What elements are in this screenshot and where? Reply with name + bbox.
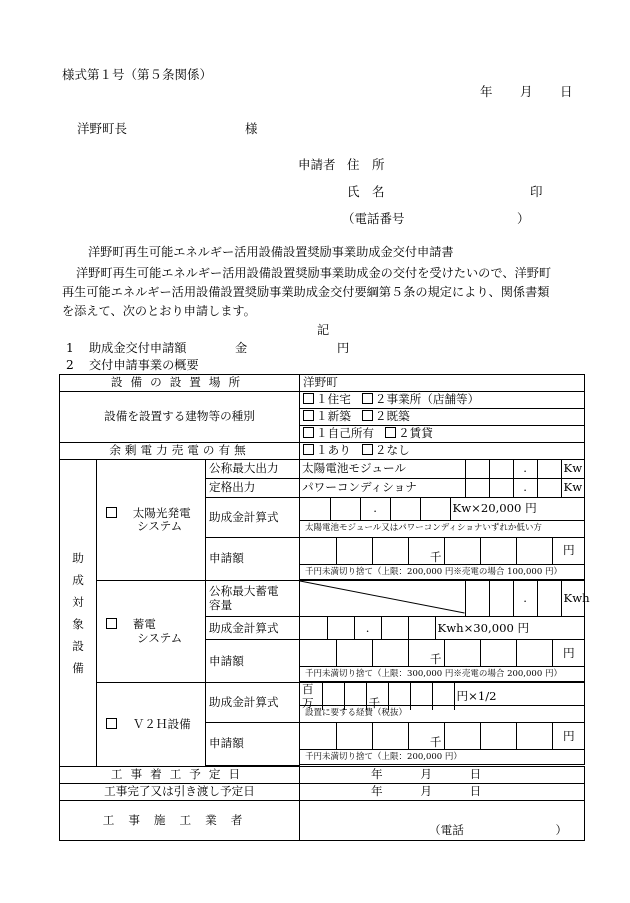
solar-rate: Kw×20,000 円: [450, 498, 585, 520]
solar-apply-digit[interactable]: [444, 538, 480, 564]
checkbox-existing[interactable]: [362, 410, 373, 421]
storage-apply-digit[interactable]: [480, 640, 516, 666]
name-label: 氏 名: [347, 184, 385, 199]
subsidy-target-label: 助成対象設備: [60, 460, 97, 767]
solar-module-label: 太陽電池モジュール: [302, 461, 406, 476]
solar-module-digit[interactable]: [489, 460, 513, 478]
v2h-calc-label: 助成金計算式: [206, 683, 300, 723]
contractor-value[interactable]: （電話 ）: [300, 800, 585, 840]
solar-apply-digit[interactable]: [372, 538, 408, 564]
solar-module-dot: .: [513, 460, 537, 478]
storage-calc-digit[interactable]: [300, 617, 327, 639]
storage-cap-dot: .: [513, 581, 537, 616]
solar-pcs-digit[interactable]: [537, 479, 561, 497]
location-value[interactable]: 洋野町: [300, 375, 585, 392]
storage-apply-digit[interactable]: [444, 640, 480, 666]
storage-apply-digit[interactable]: [300, 640, 336, 666]
solar-calc-digit[interactable]: [300, 498, 330, 520]
location-label: 設備の設置場所: [60, 375, 300, 392]
checkbox-storage[interactable]: [106, 618, 117, 629]
storage-apply-label: 申請額: [206, 640, 300, 683]
item1-number: 1: [66, 341, 74, 355]
v2h-apply-yen: 円: [552, 723, 585, 749]
solar-pcs-digit[interactable]: [489, 479, 513, 497]
ki-mark: 記: [317, 323, 330, 337]
v2h-apply-digit[interactable]: [444, 723, 480, 749]
solar-pcs-unit: Kw: [561, 479, 585, 497]
storage-cap: 千円未満切り捨て（上限：300,000 円※売電の場合 200,000 円）: [305, 669, 562, 680]
building-use-row: １住宅 ２事業所（店舗等）: [300, 392, 585, 409]
body-line-1: 洋野町再生可能エネルギー活用設備設置奨励事業助成金の交付を受けたいので、洋野町: [76, 266, 552, 280]
addressee: 洋野町長: [77, 121, 128, 136]
storage-diagonal: [300, 581, 465, 616]
storage-cap-label: 公称最大蓄電 容量: [206, 581, 300, 617]
item1-label: 助成金交付申請額: [89, 341, 187, 355]
storage-calc-dot: .: [354, 617, 381, 639]
storage-apply-digit[interactable]: [516, 640, 552, 666]
solar-calc-dot: .: [360, 498, 390, 520]
start-date-value[interactable]: 年 月 日: [300, 766, 585, 783]
v2h-note: 設置に要する経費（税抜）: [305, 708, 408, 719]
solar-rated-label: 定格出力: [206, 479, 300, 498]
storage-apply-digit[interactable]: [372, 640, 408, 666]
start-date-label: 工事着工予定日: [60, 766, 300, 783]
v2h-apply-label: 申請額: [206, 723, 300, 766]
solar-apply-yen: 円: [552, 538, 585, 564]
date-day: 日: [560, 84, 573, 99]
storage-calc-label: 助成金計算式: [206, 617, 300, 640]
solar-apply-label: 申請額: [206, 538, 300, 581]
solar-apply-sen: 千: [408, 538, 444, 564]
v2h-apply-sen: 千: [408, 723, 444, 749]
form-number: 様式第１号（第５条関係）: [62, 67, 213, 82]
solar-apply-digit[interactable]: [480, 538, 516, 564]
storage-calc-digit[interactable]: [327, 617, 354, 639]
solar-calc-digit[interactable]: [420, 498, 450, 520]
diagonal-line: [300, 581, 465, 613]
solar-pcs-label: パワーコンディショナ: [302, 480, 417, 495]
surplus-label: 余剰電力売電の有無: [60, 443, 300, 460]
v2h-apply-digit[interactable]: [372, 723, 408, 749]
honorific: 様: [245, 121, 258, 136]
solar-system-cell: [97, 460, 206, 581]
checkbox-new[interactable]: [303, 410, 314, 421]
checkbox-business[interactable]: [362, 393, 373, 404]
solar-calc-digit[interactable]: [330, 498, 360, 520]
body-line-3: を添えて、次のとおり申請します。: [62, 304, 256, 318]
checkbox-rent[interactable]: [385, 427, 396, 438]
storage-calc-digit[interactable]: [408, 617, 435, 639]
contractor-label: 工事施工業者: [60, 800, 300, 840]
solar-calc-digit[interactable]: [390, 498, 420, 520]
seal-mark: 印: [530, 184, 543, 199]
item1-kin: 金: [235, 341, 248, 355]
v2h-apply-digit[interactable]: [516, 723, 552, 749]
v2h-apply-digit[interactable]: [336, 723, 372, 749]
storage-cap-unit: Kwh: [561, 581, 585, 616]
solar-max-label: 公称最大出力: [206, 460, 300, 479]
solar-name-1: 太陽光発電: [132, 505, 191, 520]
date-year: 年: [480, 84, 493, 99]
checkbox-house[interactable]: [303, 393, 314, 404]
ownership-row: １自己所有 ２賃貸: [300, 426, 585, 443]
v2h-system-cell: [97, 683, 206, 767]
storage-apply-yen: 円: [552, 640, 585, 666]
address-label: 住 所: [347, 157, 385, 172]
document-title: 洋野町再生可能エネルギー活用設備設置奨励事業助成金交付申請書: [88, 245, 454, 259]
application-table: [59, 374, 590, 841]
solar-module-unit: Kw: [561, 460, 585, 478]
solar-name-2: システム: [137, 519, 183, 533]
storage-cap-digit[interactable]: [465, 581, 489, 616]
solar-apply-digit[interactable]: [336, 538, 372, 564]
checkbox-v2h[interactable]: [106, 718, 117, 729]
applicant-label: 申請者: [298, 157, 336, 172]
body-line-2: 再生可能エネルギー活用設備設置奨励事業助成金交付要綱第５条の規定により、関係書類: [62, 285, 550, 299]
checkbox-own[interactable]: [303, 427, 314, 438]
v2h-apply-digit[interactable]: [300, 723, 336, 749]
solar-calc-label: 助成金計算式: [206, 498, 300, 538]
checkbox-solar[interactable]: [106, 507, 117, 518]
storage-rate: Kwh×30,000 円: [435, 617, 585, 639]
phone-close: ）: [517, 211, 530, 226]
v2h-name: Ｖ２Ｈ設備: [132, 716, 191, 731]
item2-label: 交付申請事業の概要: [89, 358, 199, 372]
building-type-label: 設備を設置する建物等の種別: [60, 392, 300, 443]
surplus-row: １あり ２なし: [300, 443, 585, 460]
v2h-cap: 千円未満切り捨て（上限：200,000 円）: [305, 752, 462, 763]
v2h-calc-sen: 千: [366, 683, 388, 710]
storage-system-cell: [97, 581, 206, 683]
storage-apply-digit[interactable]: [336, 640, 372, 666]
storage-name-1: 蓄電: [132, 617, 156, 632]
solar-cap: 千円未満切り捨て（上限：200,000 円※売電の場合 100,000 円）: [305, 567, 562, 577]
v2h-hyakuman: 百万: [302, 682, 314, 710]
phone-label: （電話番号: [342, 211, 405, 226]
storage-name-2: システム: [137, 630, 183, 645]
solar-module-digit[interactable]: [465, 460, 489, 478]
checkbox-surplus-yes[interactable]: [303, 444, 314, 455]
storage-cap-digit[interactable]: [489, 581, 513, 616]
storage-calc-digit[interactable]: [381, 617, 408, 639]
date-month: 月: [520, 84, 533, 99]
solar-note: 太陽電池モジュール又はパワーコンディショナいずれか低い方: [305, 523, 542, 533]
item2-number: 2: [66, 358, 74, 372]
solar-apply-digit[interactable]: [300, 538, 336, 564]
building-age-row: １新築 ２既築: [300, 409, 585, 426]
storage-apply-sen: 千: [408, 640, 444, 666]
solar-module-digit[interactable]: [537, 460, 561, 478]
item1-yen: 円: [337, 341, 350, 355]
end-date-label: 工事完了又は引き渡し予定日: [60, 783, 300, 800]
solar-apply-digit[interactable]: [516, 538, 552, 564]
storage-cap-digit[interactable]: [537, 581, 561, 616]
v2h-rate: 円×1/2: [454, 683, 585, 710]
solar-pcs-dot: .: [513, 479, 537, 497]
end-date-value[interactable]: 年 月 日: [300, 783, 585, 800]
solar-pcs-digit[interactable]: [465, 479, 489, 497]
v2h-apply-digit[interactable]: [480, 723, 516, 749]
checkbox-surplus-no[interactable]: [362, 444, 373, 455]
